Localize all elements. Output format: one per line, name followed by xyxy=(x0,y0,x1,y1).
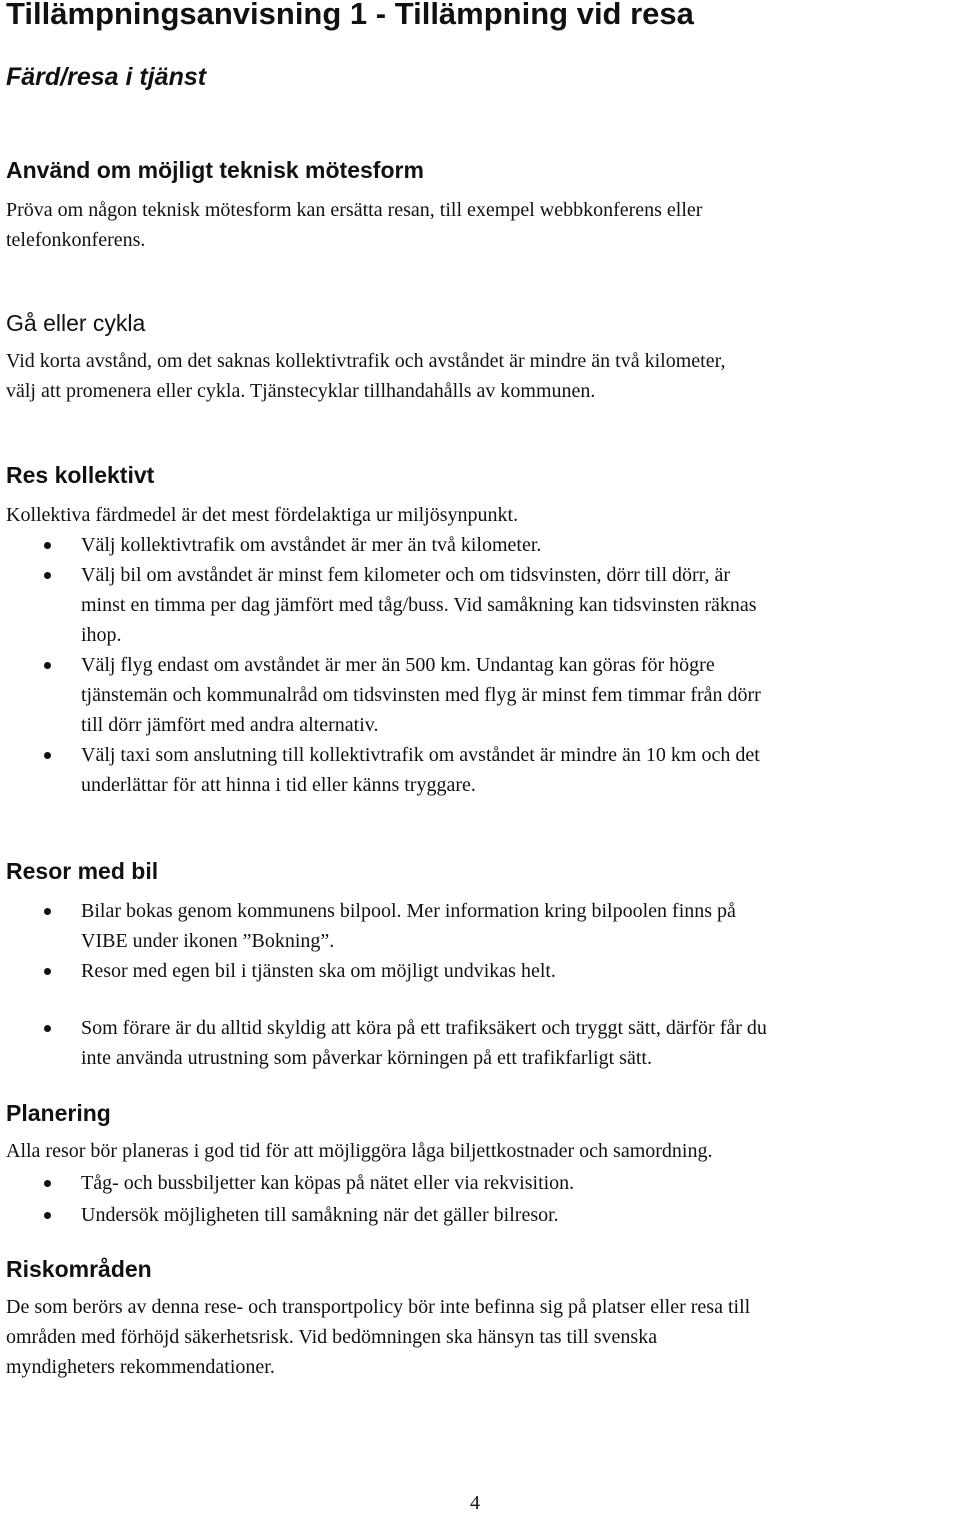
section-heading-planering: Planering xyxy=(6,1100,111,1126)
text-line: Vid korta avstånd, om det saknas kollektivtrafik och avståndet är mindre än två kilometer, xyxy=(6,350,726,372)
text-line: underlättar för att hinna i tid eller känns tryggare. xyxy=(81,774,476,796)
text-line: tjänstemän och kommunalråd om tidsvinsten med flyg är minst fem timmar från dörr xyxy=(81,684,761,706)
section-heading-risk: Riskområden xyxy=(6,1256,152,1282)
text-line: myndigheters rekommendationer. xyxy=(6,1356,275,1378)
section-text-teknik xyxy=(6,195,702,255)
text-line: Bilar bokas genom kommunens bilpool. Mer information kring bilpoolen finns på xyxy=(81,900,736,922)
text-line: Välj kollektivtrafik om avståndet är mer än två kilometer. xyxy=(81,534,542,556)
list-item xyxy=(6,560,761,650)
text-line: Pröva om någon teknisk mötesform kan ersätta resan, till exempel webbkonferens eller xyxy=(6,199,703,221)
section-text-ga-cykla xyxy=(6,346,725,406)
section-text-risk xyxy=(6,1292,750,1382)
text-line: Tåg- och bussbiljetter kan köpas på nätet eller via rekvisition. xyxy=(81,1172,575,1194)
section-heading-teknik: Använd om möjligt teknisk mötesform xyxy=(6,157,424,183)
text-line: De som berörs av denna rese- och transportpolicy bör inte befinna sig på platser eller resa till xyxy=(6,1296,751,1318)
text-line: Undersök möjligheten till samåkning när det gäller bilresor. xyxy=(81,1204,559,1226)
text-line: telefonkonferens. xyxy=(6,229,146,251)
text-line: Som förare är du alltid skyldig att köra på ett trafiksäkert och tryggt sätt, därför får du xyxy=(81,1017,767,1039)
bullet-list-planering xyxy=(6,1168,574,1230)
list-item xyxy=(6,956,767,986)
list-item xyxy=(6,650,761,740)
list-item xyxy=(6,530,761,560)
text-line: minst en timma per dag jämfört med tåg/buss. Vid samåkning kan tidsvinsten räknas xyxy=(81,594,757,616)
list-item xyxy=(6,740,761,800)
text-line: inte använda utrustning som påverkar körningen på ett trafikfarligt sätt. xyxy=(81,1047,652,1069)
text-line: områden med förhöjd säkerhetsrisk. Vid bedömningen ska hänsyn tas till svenska xyxy=(6,1326,658,1348)
page-number: 4 xyxy=(470,1492,480,1514)
section-intro-planering: Alla resor bör planeras i god tid för att möjliggöra låga biljettkostnader och samordning. xyxy=(6,1140,713,1162)
list-item xyxy=(6,1168,574,1198)
text-line: välj att promenera eller cykla. Tjänstecyklar tillhandahålls av kommunen. xyxy=(6,380,596,402)
text-line: Välj bil om avståndet är minst fem kilometer och om tidsvinsten, dörr till dörr, är xyxy=(81,564,731,586)
text-line: Resor med egen bil i tjänsten ska om möjligt undvikas helt. xyxy=(81,960,556,982)
section-heading-ga-cykla: Gå eller cykla xyxy=(6,310,146,336)
list-item xyxy=(6,1013,767,1073)
list-item xyxy=(6,896,767,956)
document-subtitle: Färd/resa i tjänst xyxy=(6,63,207,91)
text-line: Välj taxi som anslutning till kollektivtrafik om avståndet är mindre än 10 km och det xyxy=(81,744,760,766)
list-item xyxy=(6,1200,574,1230)
section-heading-kollektivt: Res kollektivt xyxy=(6,462,155,488)
text-line: Välj flyg endast om avståndet är mer än 500 km. Undantag kan göras för högre xyxy=(81,654,715,676)
section-heading-bil: Resor med bil xyxy=(6,858,159,884)
bullet-list-kollektivt xyxy=(6,530,761,800)
section-intro-kollektivt: Kollektiva färdmedel är det mest fördelaktiga ur miljösynpunkt. xyxy=(6,504,519,526)
bullet-list-bil xyxy=(6,896,767,1073)
text-line: ihop. xyxy=(81,624,122,646)
text-line: VIBE under ikonen ”Bokning”. xyxy=(81,930,335,952)
document-title: Tillämpningsanvisning 1 - Tillämpning vid resa xyxy=(6,0,694,31)
text-line: till dörr jämfört med andra alternativ. xyxy=(81,714,379,736)
